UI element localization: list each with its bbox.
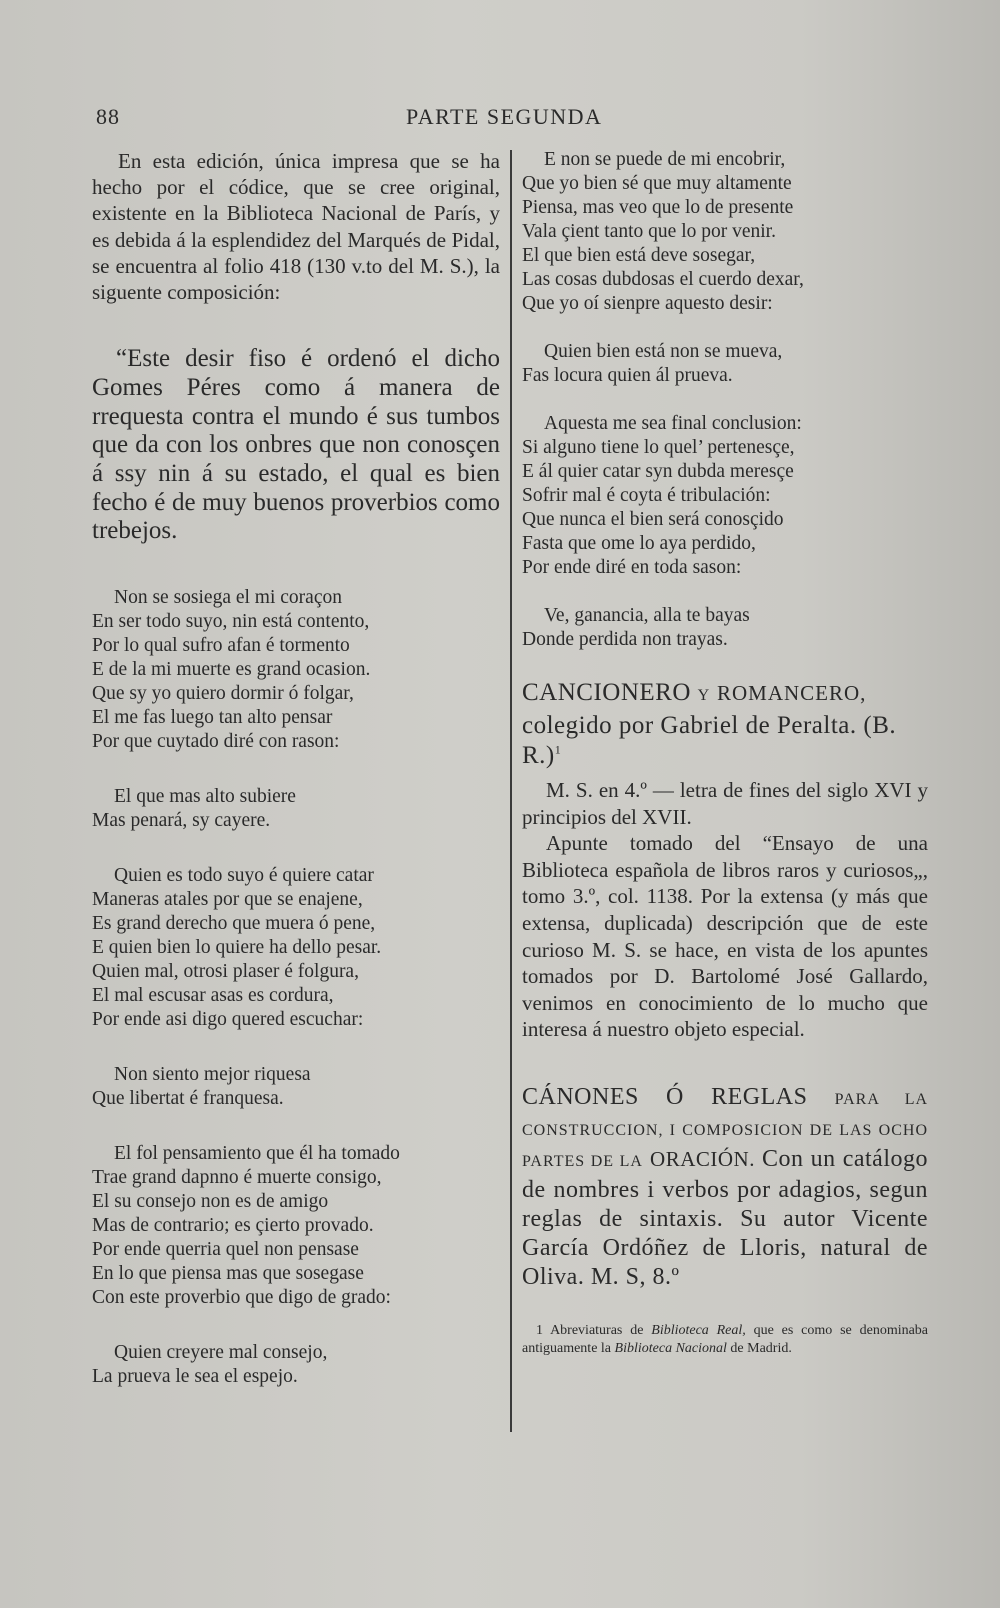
verse-line: Quien mal, otrosi plaser é folgura, <box>92 961 359 983</box>
poem-stanza <box>92 864 500 1032</box>
verse-line: En ser todo suyo, nin está contento, <box>92 611 370 633</box>
footnote-post: de Madrid. <box>730 1341 792 1357</box>
poem-refrain <box>522 340 928 388</box>
canones-oracion: ORACIÓN. <box>650 1146 755 1171</box>
verse-line: El que mas alto subiere <box>114 786 296 808</box>
verse-line: Que nunca el bien será conosçido <box>522 509 784 530</box>
running-head: PARTE SEGUNDA <box>406 104 603 129</box>
verse-line: E ál quier catar syn dubda meresçe <box>522 461 794 482</box>
verse-line: Que sy yo quiero dormir ó folgar, <box>92 683 354 705</box>
verse-line: El fol pensamiento que él ha tomado <box>114 1143 400 1165</box>
right-column <box>522 148 928 1359</box>
verse-line: Ve, ganancia, alla te bayas <box>544 605 750 626</box>
verse-line: Piensa, mas veo que lo de presente <box>522 197 794 218</box>
verse-line: Que libertat é franquesa. <box>92 1088 284 1110</box>
verse-line: Maneras atales por que se enajene, <box>92 889 363 911</box>
cancionero-title-a: CANCIONERO <box>522 679 691 706</box>
verse-line: E de la mi muerte es grand ocasion. <box>92 659 371 681</box>
canones-sc2: CONSTRUCCION, I COMPOSICION DE LAS OCHO PARTES DE LA <box>522 1121 928 1170</box>
verse-line: La prueva le sea el espejo. <box>92 1366 298 1388</box>
column-divider <box>510 150 512 1432</box>
verse-line: Es grand derecho que muera ó pene, <box>92 913 376 935</box>
verse-line: E non se puede de mi encobrir, <box>544 149 786 170</box>
verse-line: Fas locura quien ál prueva. <box>522 365 733 386</box>
footnote-number: 1 <box>536 1322 543 1338</box>
verse-line: Por ende asi digo quered escuchar: <box>92 1009 364 1031</box>
cancionero-ms-info: M. S. en 4.º — letra de fines del siglo XVI y principios del XVII. <box>522 778 928 829</box>
verse-line: Donde perdida non trayas. <box>522 629 728 650</box>
verse-line: En lo que piensa mas que sosegase <box>92 1263 364 1285</box>
cancionero-title-rest: colegido por Gabriel de Peralta. (B. R.) <box>522 712 897 769</box>
verse-line: Que yo oí sienpre aquesto desir: <box>522 293 773 314</box>
canones-entry <box>522 1083 928 1292</box>
poem-refrain <box>92 1063 500 1111</box>
footnote <box>522 1322 928 1359</box>
cancionero-title <box>522 678 928 771</box>
verse-line: Las cosas dubdosas el cuerdo dexar, <box>522 269 804 290</box>
verse-line: Quien creyere mal consejo, <box>114 1342 328 1364</box>
verse-line: Non siento mejor riquesa <box>114 1064 311 1086</box>
verse-line: Sofrir mal é coyta é tribulación: <box>522 485 771 506</box>
verse-line: El mal escusar asas es cordura, <box>92 985 334 1007</box>
verse-line: Quien es todo suyo é quiere catar <box>114 865 374 887</box>
verse-line: Vala çient tanto que lo por venir. <box>522 221 776 242</box>
verse-line: Quien bien está non se mueva, <box>544 341 783 362</box>
footnote-text <box>522 1322 928 1359</box>
verse-line: Aquesta me sea final conclusion: <box>544 413 802 434</box>
verse-line: Con este proverbio que digo de grado: <box>92 1287 391 1309</box>
verse-line: El que bien está deve sosegar, <box>522 245 756 266</box>
poem-refrain <box>522 604 928 652</box>
poem-refrain <box>92 785 500 833</box>
footnote-italic-1: Biblioteca Real, <box>651 1322 746 1338</box>
canones-title <box>522 1083 928 1292</box>
verse-line: Mas penará, sy cayere. <box>92 810 271 832</box>
page-number: 88 <box>96 104 120 129</box>
verse-line: Fasta que ome lo aya perdido, <box>522 533 756 554</box>
poem-stanza <box>522 412 928 580</box>
canones-lead: CÁNONES Ó REGLAS <box>522 1083 808 1110</box>
footnote-marker: 1 <box>554 742 562 757</box>
poem-stanza <box>522 148 928 316</box>
verse-line: Que yo bien sé que muy altamente <box>522 173 792 194</box>
cancionero-title-y: Y <box>697 687 711 704</box>
verse-line: E quien bien lo quiere ha dello pesar. <box>92 937 382 959</box>
cancionero-title-b: ROMANCERO, <box>716 681 867 705</box>
verse-line: Mas de contrario; es çierto provado. <box>92 1215 374 1237</box>
verse-line: El su consejo non es de amigo <box>92 1191 329 1213</box>
verse-line: Non se sosiega el mi coraçon <box>114 587 342 609</box>
cancionero-description: Apunte tomado del “Ensayo de una Biblioteca española de libros raros y curiosos„, tomo 3.º, col. 1138. Por la extensa (y más que extensa, duplicada) descripción que de este curioso M. S. se hace, en vista de los apuntes tomados por D. Bartolomé José Gallardo, venimos en conocimiento de lo mucho que interesa á nuestro objeto especial. <box>522 831 928 1042</box>
verse-line: El me fas luego tan alto pensar <box>92 707 333 729</box>
canones-sc1: PARA LA <box>834 1090 929 1108</box>
verse-line: Si alguno tiene lo quel’ pertenesçe, <box>522 437 795 458</box>
footnote-mid: que es como se denominaba antiguamente la <box>522 1322 929 1357</box>
poem-stanza <box>92 586 500 754</box>
cancionero-entry <box>522 678 928 1043</box>
footnote-pre: Abreviaturas de <box>550 1322 644 1338</box>
page-header <box>96 104 926 138</box>
poem-refrain <box>92 1341 500 1389</box>
verse-line: Por ende diré en toda sason: <box>522 557 742 578</box>
verse-line: Por que cuytado diré con rason: <box>92 731 340 753</box>
verse-line: Por ende querria quel non pensase <box>92 1239 359 1261</box>
verse-line: Por lo qual sufro afan é tormento <box>92 635 350 657</box>
quote-paragraph: “Este desir fiso é ordenó el dicho Gomes Péres como á manera de rrequesta contra el mundo é sus tumbos que da con los onbres que non conosçen á ssy nin á su estado, el qual es bien fecho é de muy buenos proverbios como trebejos. <box>92 345 500 545</box>
verse-line: Trae grand dapnno é muerte consigo, <box>92 1167 382 1189</box>
footnote-italic-2: Biblioteca Nacional <box>614 1341 727 1357</box>
canones-rest: Con un catálogo de nombres i verbos por adagios, segun reglas de sintaxis. Su autor Vicente García Ordóñez de Lloris, natural de Oliva. M. S, 8.º <box>522 1145 928 1290</box>
intro-paragraph: En esta edición, única impresa que se ha hecho por el códice, que se cree original, existente en la Biblioteca Nacional de París, y es debida á la esplendidez del Marqués de Pidal, se encuentra al folio 418 (130 v.to del M. S.), la siguente composición: <box>92 149 500 305</box>
poem-stanza <box>92 1142 500 1310</box>
left-column <box>92 148 500 1389</box>
